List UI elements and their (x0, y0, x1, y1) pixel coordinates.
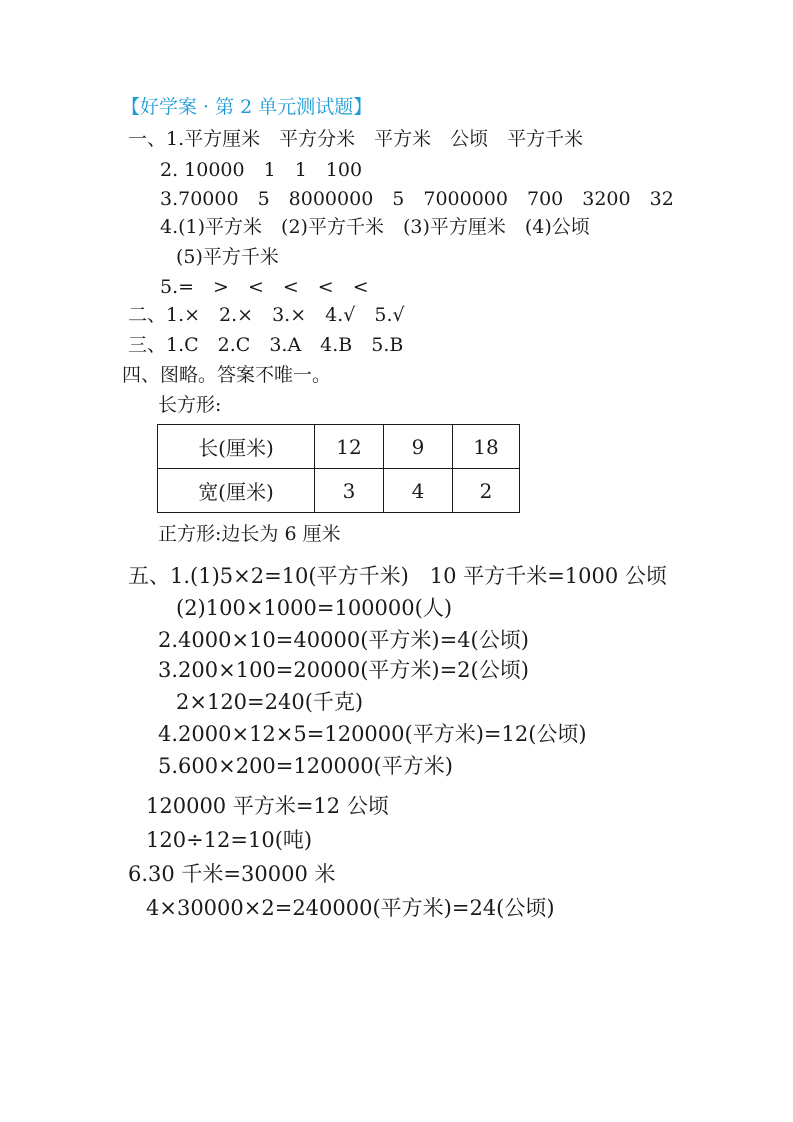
section-1-item-4-cont: (5)平方千米 (176, 246, 279, 268)
section-2: 二、1.× 2.× 3.× 4.√ 5.√ (128, 304, 405, 326)
section-5-item-5-cont-2: 120÷12=10(吨) (146, 828, 313, 852)
table-cell: 12 (315, 425, 384, 469)
table-row (158, 425, 520, 469)
section-5-item-3: 3.200×100=20000(平方米)=2(公顷) (158, 658, 529, 682)
section-1-item-2: 2. 10000 1 1 100 (160, 159, 363, 181)
section-3: 三、1.C 2.C 3.A 4.B 5.B (128, 334, 404, 356)
section-5-item-1-part-2: (2)100×1000=100000(人) (176, 596, 453, 620)
section-5-item-5-cont-1: 120000 平方米=12 公顷 (146, 794, 389, 818)
section-1-item-1: 一、1.平方厘米 平方分米 平方米 公顷 平方千米 (128, 128, 584, 150)
section-5-item-3-cont: 2×120=240(千克) (176, 690, 364, 714)
section-1-item-5: 5.= > < < < < (160, 276, 369, 298)
section-4: 四、图略。答案不唯一。 (122, 364, 332, 386)
page-title: 【好学案 · 第 2 单元测试题】 (121, 96, 373, 118)
table-cell: 9 (384, 425, 453, 469)
section-1-item-4: 4.(1)平方米 (2)平方千米 (3)平方厘米 (4)公顷 (160, 216, 590, 238)
table-header-width: 宽(厘米) (158, 469, 315, 513)
table-cell: 18 (453, 425, 520, 469)
rectangle-label: 长方形: (158, 394, 222, 416)
section-5-item-2: 2.4000×10=40000(平方米)=4(公顷) (158, 628, 529, 652)
section-5-item-1: 五、1.(1)5×2=10(平方千米) 10 平方千米=1000 公顷 (128, 564, 667, 588)
table-cell: 3 (315, 469, 384, 513)
dimensions-table (157, 424, 520, 513)
section-5-item-4: 4.2000×12×5=120000(平方米)=12(公顷) (158, 722, 587, 746)
section-1-item-3: 3.70000 5 8000000 5 7000000 700 3200 32 (160, 188, 674, 210)
table-cell: 4 (384, 469, 453, 513)
table-header-length: 长(厘米) (158, 425, 315, 469)
section-5-item-6-cont: 4×30000×2=240000(平方米)=24(公顷) (146, 896, 555, 920)
table-row (158, 469, 520, 513)
square-answer: 正方形:边长为 6 厘米 (158, 523, 341, 545)
section-5-item-5: 5.600×200=120000(平方米) (158, 754, 453, 778)
section-5-item-6: 6.30 千米=30000 米 (128, 862, 336, 886)
table-cell: 2 (453, 469, 520, 513)
